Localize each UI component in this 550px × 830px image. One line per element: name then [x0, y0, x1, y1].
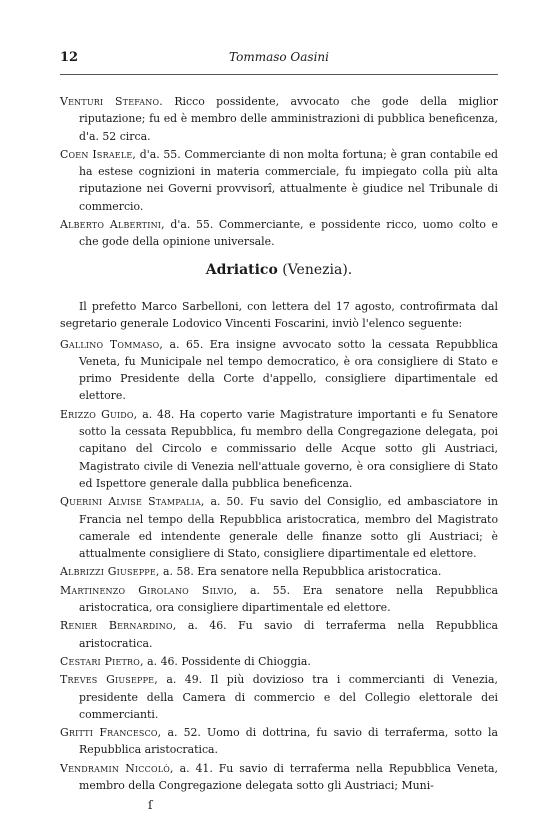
entry-name: Erizzo Guido, — [60, 407, 138, 421]
entry — [60, 146, 498, 215]
entry — [60, 617, 498, 652]
entry-text: a. 55. Era senatore nella Repubblica aristocratica, ora consigliere dipartimentale ed elettore. — [79, 583, 498, 615]
entry — [60, 406, 498, 492]
entry-name: Renier Bernardino, — [60, 619, 177, 633]
section-subtitle: (Venezia). — [277, 262, 353, 278]
entry-name: Treves Giuseppe, — [60, 673, 158, 687]
entry-text: a. 41. Fu savio di terraferma nella Repubblica Veneta, membro della Congregazione delegata sotto gli Austriaci; Muni- — [79, 761, 499, 793]
entry — [60, 653, 498, 670]
running-head: Tommaso Oasini — [229, 50, 329, 64]
entry-name: Gritti Francesco, — [60, 726, 162, 740]
entries-block-1 — [60, 93, 498, 252]
page-number: 12 — [60, 50, 79, 65]
entry-name: Martinenzo Girolano Silvio, — [60, 583, 238, 597]
entry — [60, 493, 498, 562]
entry — [60, 336, 498, 405]
entry-name: Coen Israele, — [60, 147, 137, 161]
entry-name: Gallino Tommaso, — [60, 337, 164, 351]
entry — [60, 724, 498, 759]
entry-text: a. 65. Era insigne avvocato sotto la cessata Repubblica Veneta, fu Municipale nel tempo democratico, è ora consigliere di Stato e primo Presidente della Corte d'appello, consigliere dipartimentale ed elettore. — [79, 337, 499, 403]
entry-name: Cestari Pietro, — [60, 654, 144, 668]
entry-text: a. 50. Fu savio del Consiglio, ed ambasciatore in Francia nel tempo della Repubblica aristocratica, membro del Magistrato camerale ed intendente generale delle finanze sotto gli Austriaci; è attualmente consigliere di Stato, consigliere dipartimentale ed elettore. — [79, 495, 498, 561]
section-heading — [60, 262, 498, 278]
entry-text: d'a. 55. Commerciante, e possidente ricco, uomo colto e che gode della opinione universale. — [79, 218, 498, 249]
entry-text: a. 49. Il più dovizioso tra i commercianti di Venezia, presidente della Camera di commercio e del Collegio elettorale dei commercianti. — [79, 673, 498, 721]
entry — [60, 671, 498, 723]
entry-text: Ricco possidente, avvocato che gode della miglior riputazione; fu ed è membro delle amministrazioni di pubblica beneficenza, d'a. 52 circa. — [79, 95, 498, 143]
entry-name: Querini Alvise Stampalia, — [60, 495, 205, 509]
entry — [60, 563, 498, 580]
entry-name: Vendramin Niccolò, — [60, 761, 174, 775]
entry-text: a. 46. Fu savio di terraferma nella Repubblica aristocratica. — [79, 619, 499, 650]
entry-text: a. 58. Era senatore nella Repubblica aristocratica. — [159, 565, 442, 579]
entry — [60, 760, 498, 795]
intro-paragraph: Il prefetto Marco Sarbelloni, con lettera del 17 agosto, controfirmata dal segretario generale Lodovico Vincenti Foscarini, inviò l'elenco seguente: — [60, 300, 498, 331]
entry — [60, 93, 498, 145]
entry-text: a. 46. Possidente di Chioggia. — [143, 654, 311, 668]
entry-name: Venturi Stefano. — [60, 95, 163, 108]
header-rule — [60, 74, 498, 75]
page-header — [60, 50, 498, 70]
entry — [60, 216, 498, 251]
footer-mark: ſ — [148, 798, 153, 812]
entry-text: d'a. 55. Commerciante di non molta fortuna; è gran contabile ed ha estese cognizioni in materia commerciale, fu impiegato colla più alta riputazione nei Governi provvisorî, attualmente è giudice nel Tribunale di commercio. — [79, 147, 498, 213]
entry-text: a. 48. Ha coperto varie Magistrature importanti e fu Senatore sotto la cessata Repubblica, fu membro della Congregazione delegata, poi capitano del Circolo e commissario delle Acque sotto gli Austriaci, Magistrato civile di Venezia nell'attuale governo, è ora consigliere di Stato ed Ispettore generale dalla pubblica beneficenza. — [79, 407, 498, 490]
section-title: Adriatico — [205, 262, 278, 278]
entry-text: a. 52. Uomo di dottrina, fu savio di terraferma, sotto la Repubblica aristocratica. — [79, 726, 498, 757]
entry-name: Alberto Albertini, — [60, 218, 165, 232]
entries-block-2 — [60, 298, 498, 795]
entry — [60, 582, 498, 617]
entry-name: Albrizzi Giuseppe, — [60, 565, 160, 579]
